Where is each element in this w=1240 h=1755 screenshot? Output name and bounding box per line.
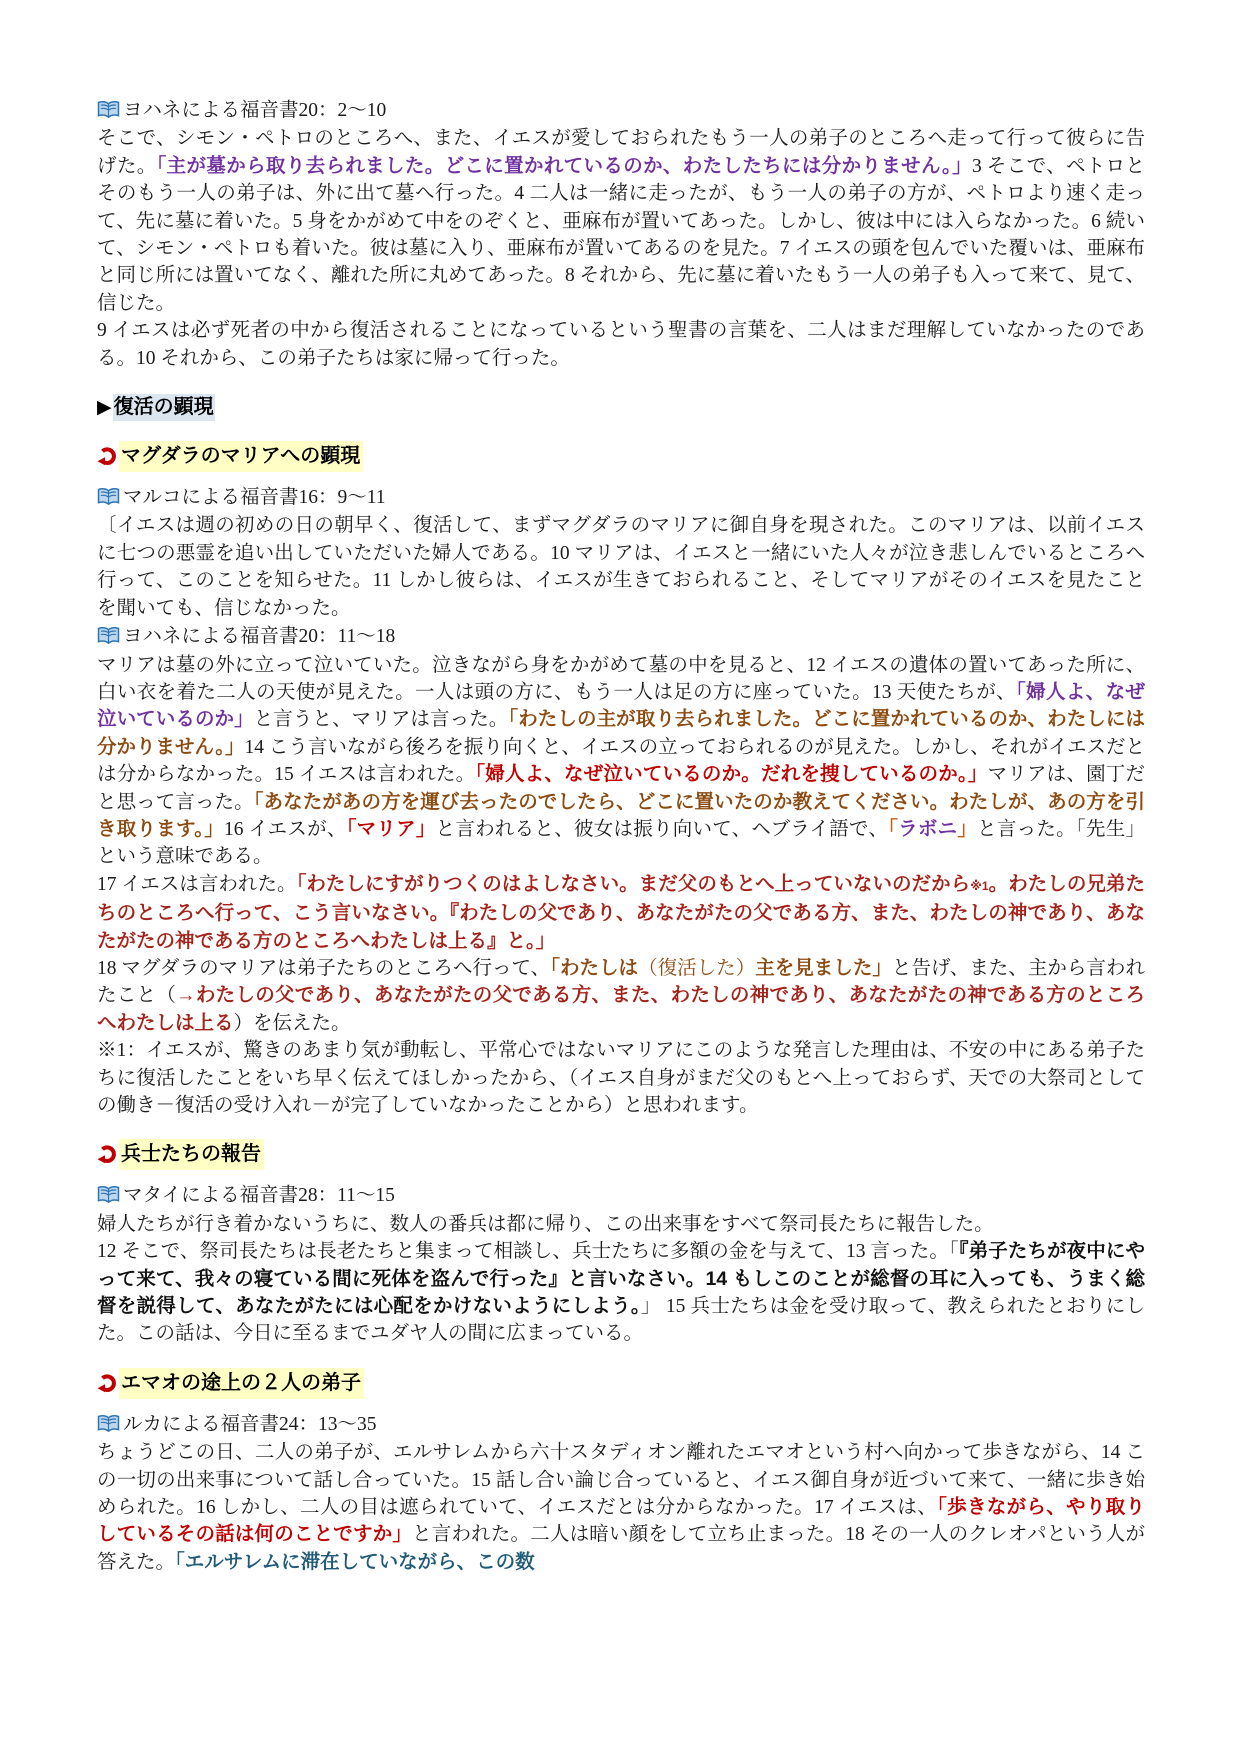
body-paragraph (97, 1238, 1145, 1348)
text-run: 「主が墓から取り去られました。どこに置かれているのか、わたしたちには分かりません。」 (156, 154, 972, 177)
text-run: 12 そこで、祭司長たちは長老たちと集まって相談し、兵士たちに多額の金を与えて、13 言った。「 (97, 1241, 959, 1263)
text-run: 主を見ました」 (755, 956, 892, 979)
scripture-reference-label: マタイによる福音書28：11～15 (123, 1185, 395, 1207)
section-heading-label: 復活の顕現 (113, 394, 215, 421)
curved-arrow-icon (97, 1373, 118, 1394)
body-paragraph (97, 317, 1145, 372)
subsection-heading-label: エマオの途上の２人の弟子 (119, 1368, 364, 1399)
scripture-reference (97, 1411, 1145, 1438)
subsection-heading (97, 1368, 1145, 1399)
text-run: 」 (957, 817, 978, 840)
text-run: 「マリア」 (346, 817, 436, 840)
text-run: と告げ、また、主から言われたこと（ (97, 957, 1145, 1007)
body-paragraph (97, 955, 1145, 1037)
book-icon (97, 1414, 120, 1433)
text-run: 「わたしにすがりつくのはよしなさい。まだ父のもとへ上っていないのだから (296, 872, 971, 895)
text-run: と言った。「先生」という意味である。 (97, 818, 1145, 868)
text-run: 16 イエスが、 (223, 818, 347, 840)
text-run: （復活した） (638, 956, 756, 979)
text-run: 「わたしの主が取り去られました。どこに置かれているのか、わたしには分かりません。」 (97, 708, 1145, 758)
text-run: 3 そこで、ペトロとそのもう一人の弟子は、外に出て墓へ行った。4 二人は一緒に走ったが、もう一人の弟子の方が、ペトロより速く走って、先に墓に着いた。5 身をかがめて中をのぞくと、亜麻布が置いてあった。しかし、彼は中には入らなかった。6 続いて、シモン・ペトロも着いた。彼は墓に入り、亜麻布が置いてあるのを見た。7 イエスの頭を包んでいた覆いは、亜麻布と同じ所には置いてなく、離れた所に丸めてあった。8 それから、先に墓に着いたもう一人の弟子も入って来て、見て、信じた。 (97, 155, 1145, 314)
text-run: 。わたしの兄弟たちのところへ行って、こう言いなさい。『わたしの父であり、あなたがたの父である方、また、わたしの神であり、あなたがたの神である方のところへわたしは上る』と。」 (97, 872, 1145, 952)
subsection-heading (97, 1139, 1145, 1170)
text-run: と言われると、彼女は振り向いて、ヘブライ語で、 (435, 818, 889, 840)
text-run: 」 15 兵士たちは金を受け取って、教えられたとおりにした。この話は、今日に至るまでユダヤ人の間に広まっている。 (97, 1296, 1145, 1345)
text-run: ※1：イエスが、驚きのあまり気が動転し、平常心ではないマリアにこのような発言した理由は、不安の中にある弟子たちに復活したことをいち早く伝えてほしかったから、（イエス自身がまだ父のもとへ上っておらず、天での大祭司としての働き－復活の受け入れ－が完了していなかったことから）と思われます。 (97, 1040, 1145, 1116)
scripture-reference (97, 623, 1145, 650)
text-run: と言うと、マリアは言った。 (253, 709, 509, 731)
book-icon (97, 626, 120, 645)
text-run: と言われた。二人は暗い顔をして立ち止まった。18 その一人のクレオパという人が答えた。 (97, 1524, 1145, 1573)
text-run: ※1 (970, 878, 989, 893)
scripture-reference-label: ヨハネによる福音書20：11～18 (123, 626, 396, 648)
footnote-paragraph (97, 1037, 1145, 1119)
scripture-reference-label: ヨハネによる福音書20：2～10 (123, 100, 387, 121)
text-run: →わたしの父であり、あなたがたの父である方、また、わたしの神であり、あなたがたの神である方のところへわたしは上る (97, 984, 1145, 1034)
text-run: マリアは墓の外に立って泣いていた。泣きながら身をかがめて墓の中を見ると、12 イエスの遺体の置いてあった所に、白い衣を着た二人の天使が見えた。一人は頭の方に、もう一人は足の方に座っていた。13 天使たちが、 (97, 654, 1145, 703)
body-paragraph (97, 1211, 1145, 1238)
text-run: 〔イエスは週の初めの日の朝早く、復活して、まずマグダラのマリアに御自身を現された。このマリアは、以前イエスに七つの悪霊を追い出していただいた婦人である。10 マリアは、イエスと一緒にいた人々が泣き悲しんでいるところへ行って、このことを知らせた。11 しかし彼らは、イエスが生きておられること、そしてマリアがそのイエスを見たことを聞いても、信じなかった。 (97, 515, 1145, 619)
scripture-reference (97, 97, 1145, 124)
subsection-heading-label: 兵士たちの報告 (119, 1139, 264, 1170)
text-run: 「あなたがあの方を運び去ったのでしたら、どこに置いたのか教えてください。わたしが、あの方を引き取ります。」 (97, 790, 1145, 840)
text-run: 「婦人よ、なぜ泣いているのか」 (97, 680, 1145, 731)
book-icon (97, 100, 120, 119)
scripture-reference-label: ルカによる福音書24：13～35 (123, 1413, 377, 1435)
text-run: 「歩きながら、やり取りしているその話は何のことですか」 (97, 1496, 1145, 1546)
text-run: 「 (888, 817, 899, 840)
text-run: 14 こう言いながら後ろを振り向くと、イエスの立っておられるのが見えた。しかし、それがイエスだとは分からなかった。15 イエスは言われた。 (97, 736, 1145, 786)
text-run: ラボニ (898, 817, 958, 840)
text-run: 「婦人よ、なぜ泣いているのか。だれを捜しているのか。」 (475, 763, 988, 786)
book-icon (97, 487, 120, 506)
curved-arrow-icon (97, 446, 118, 467)
text-run: 9 イエスは必ず死者の中から復活されることになっているという聖書の言葉を、二人はまだ理解していなかったのである。10 それから、この弟子たちは家に帰って行った。 (97, 320, 1145, 369)
text-run: 「エルサレムに滞在していながら、この数 (175, 1550, 535, 1573)
curved-arrow-icon (97, 1144, 118, 1165)
section-heading (97, 394, 1145, 421)
text-run: 婦人たちが行き着かないうちに、数人の番兵は都に帰り、この出来事をすべて祭司長たちに報告した。 (97, 1213, 994, 1235)
text-run: ）を伝えた。 (233, 1012, 351, 1034)
book-icon (97, 1185, 120, 1204)
text-run: 17 イエスは言われた。 (97, 873, 297, 895)
text-run: 「わたしは (550, 956, 639, 979)
triangle-icon: ▶ (97, 397, 112, 419)
text-run: 18 マグダラのマリアは弟子たちのところへ行って、 (97, 957, 551, 979)
text-run: 『弟子たちが夜中にやって来て、我々の寝ている間に死体を盗んで行った』と言いなさい。14 もしこのことが総督の耳に入っても、うまく総督を説得して、あなたがたには心配をかけないようにしよう。 (97, 1240, 1145, 1318)
text-run: ちょうどこの日、二人の弟子が、エルサレムから六十スタディオン離れたエマオという村へ向かって歩きながら、14 この一切の出来事について話し合っていた。15 話し合い論じ合っていると、イエス御自身が近づいて来て、一緒に歩き始められた。16 しかし、二人の目は遮られていて、イエスだとは分からなかった。17 イエスは、 (97, 1442, 1145, 1519)
body-paragraph (97, 871, 1145, 955)
subsection-heading-label: マグダラのマリアへの顕現 (119, 441, 363, 472)
document-body (97, 97, 1145, 1576)
body-paragraph (97, 125, 1145, 317)
scripture-reference (97, 484, 1145, 511)
text-run: マリアは、園丁だと思って言った。 (97, 764, 1145, 813)
body-paragraph (97, 1439, 1145, 1576)
scripture-reference (97, 1182, 1145, 1209)
subsection-heading (97, 441, 1145, 472)
body-paragraph (97, 512, 1145, 622)
text-run: そこで、シモン・ペトロのところへ、また、イエスが愛しておられたもう一人の弟子のところへ走って行って彼らに告げた。 (97, 128, 1145, 177)
scripture-reference-label: マルコによる福音書16：9～11 (123, 487, 386, 509)
body-paragraph (97, 652, 1145, 871)
